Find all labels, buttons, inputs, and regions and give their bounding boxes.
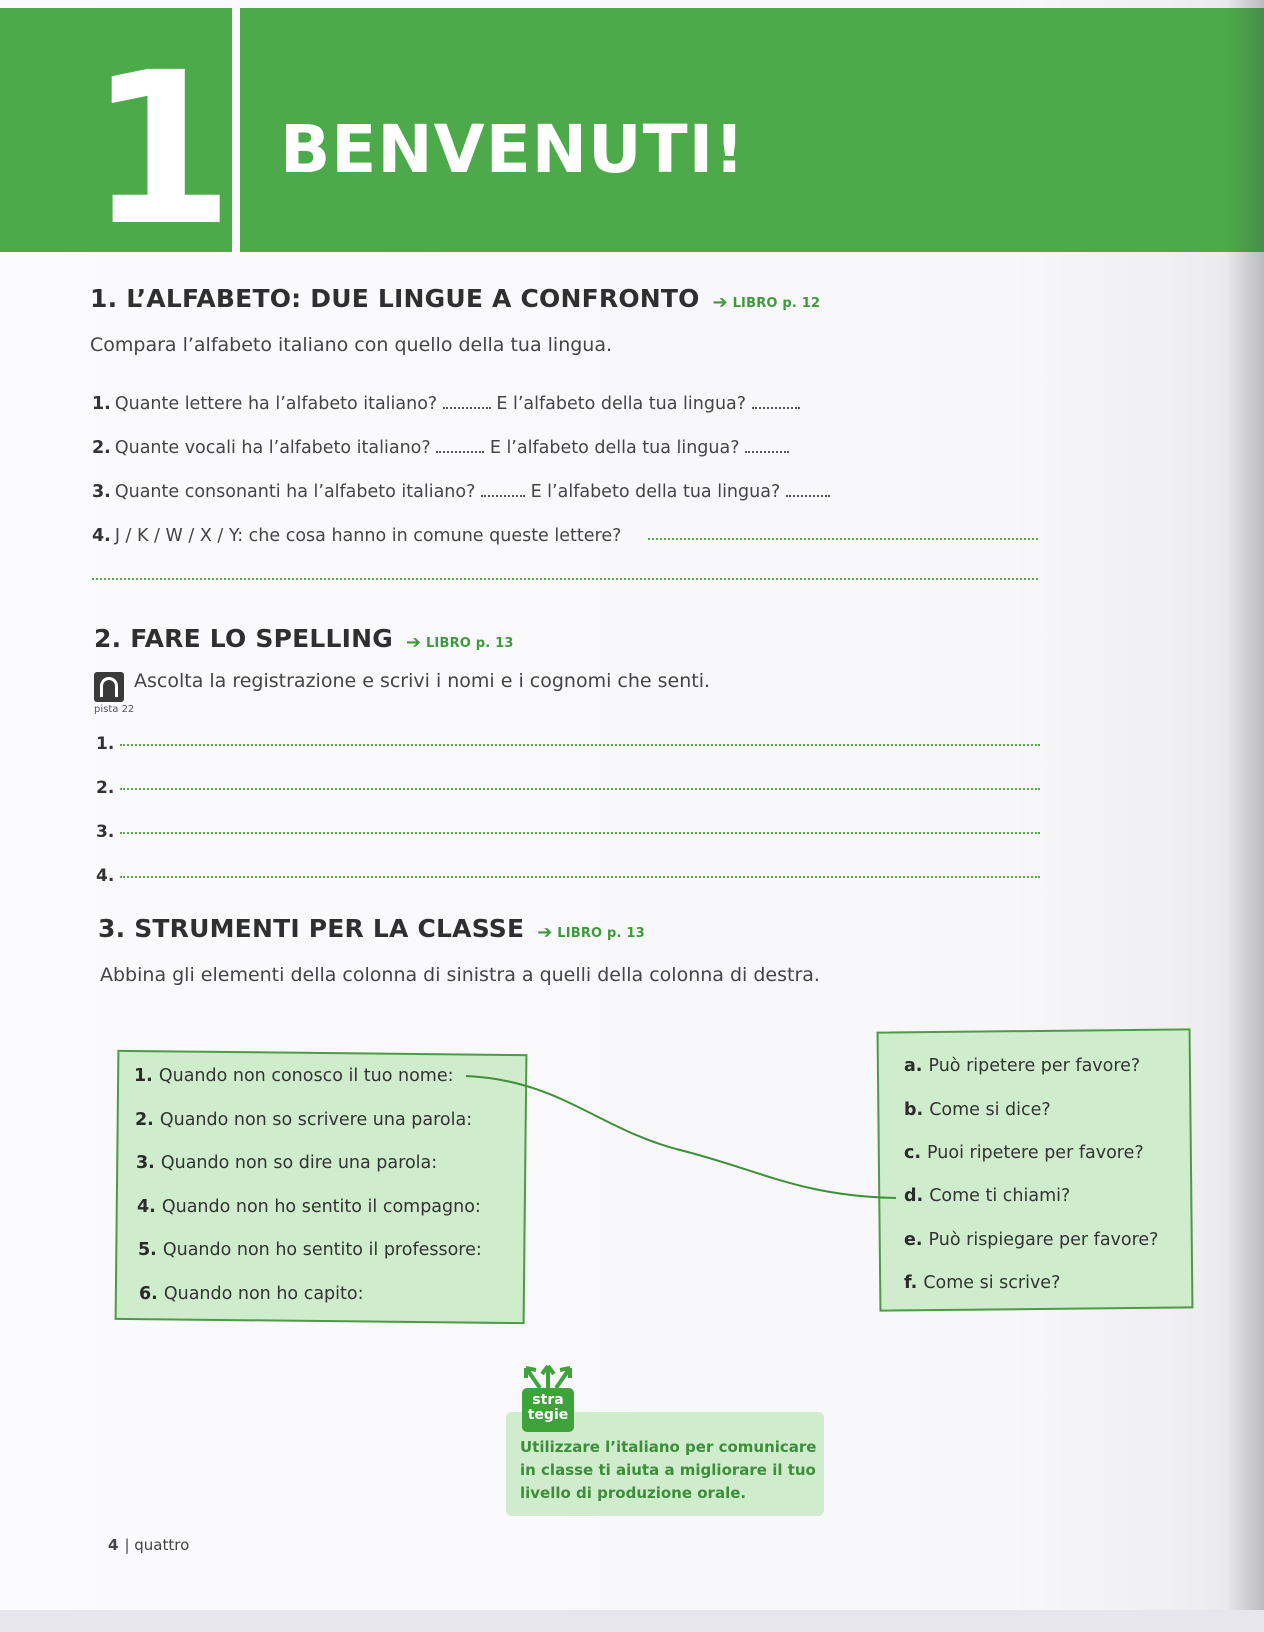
right-item[interactable]: b. Come si dice? — [904, 1100, 1051, 1120]
section-1-title-text: 1. L’ALFABETO: DUE LINGUE A CONFRONTO — [90, 284, 700, 313]
page-edge-shadow — [1226, 0, 1264, 1632]
question-text: J / K / W / X / Y: che cosa hanno in comune queste lettere? — [114, 526, 622, 546]
left-item[interactable]: 1. Quando non conosco il tuo nome: — [134, 1066, 454, 1086]
strategies-badge — [522, 1388, 574, 1432]
question-followup: E l’alfabeto della tua lingua? — [530, 482, 781, 502]
answer-number: 2. — [96, 778, 115, 798]
right-item[interactable]: e. Può rispiegare per favore? — [904, 1230, 1159, 1250]
left-item[interactable]: 3. Quando non so dire una parola: — [136, 1153, 438, 1173]
left-item[interactable]: 4. Quando non ho sentito il compagno: — [137, 1197, 481, 1217]
section-2-title-text: 2. FARE LO SPELLING — [94, 624, 393, 653]
left-item[interactable]: 5. Quando non ho sentito il professore: — [138, 1240, 482, 1260]
section-1-instruction: Compara l’alfabeto italiano con quello della tua lingua. — [90, 334, 613, 356]
right-item[interactable]: f. Come si scrive? — [904, 1273, 1061, 1293]
question-followup: E l’alfabeto della tua lingua? — [489, 438, 740, 458]
arrow-right-icon: ➔ — [712, 292, 728, 313]
question-text: Quante vocali ha l’alfabeto italiano? — [114, 438, 431, 458]
unit-title: BENVENUTI! — [280, 111, 746, 188]
question-text: Quante lettere ha l’alfabeto italiano? — [114, 394, 438, 414]
right-item[interactable]: d. Come ti chiami? — [904, 1186, 1071, 1206]
page-footer — [108, 1536, 189, 1554]
book-reference-label: LIBRO p. 12 — [732, 296, 821, 311]
audio-track-label: pista 22 — [94, 704, 135, 715]
section-2-instruction: Ascolta la registrazione e scrivi i nomi e i cognomi che senti. — [134, 670, 711, 692]
arrow-right-icon: ➔ — [537, 922, 553, 943]
section-3-instruction: Abbina gli elementi della colonna di sinistra a quelli della colonna di destra. — [100, 964, 820, 986]
question-number: 1. — [92, 394, 111, 414]
arrow-right-icon: ➔ — [405, 632, 422, 653]
answer-number: 4. — [96, 866, 115, 886]
strategies-badge-line2: tegie — [527, 1407, 569, 1423]
question-followup: E l’alfabeto della tua lingua? — [496, 394, 747, 414]
page-word: | quattro — [124, 1536, 190, 1554]
scan-bottom-band — [0, 1610, 1264, 1632]
question-text: Quante consonanti ha l’alfabeto italiano? — [114, 482, 476, 502]
section-3-title-text: 3. STRUMENTI PER LA CLASSE — [98, 914, 525, 943]
question-number: 4. — [92, 526, 111, 546]
book-reference-label: LIBRO p. 13 — [425, 636, 514, 651]
book-reference-label: LIBRO p. 13 — [557, 926, 645, 941]
question-number: 3. — [92, 482, 111, 502]
answer-number: 3. — [96, 822, 115, 842]
answer-number: 1. — [96, 734, 115, 754]
question-number: 2. — [92, 438, 111, 458]
left-item[interactable]: 6. Quando non ho capito: — [139, 1284, 364, 1304]
strategies-text: Utilizzare l’italiano per comunicare in classe ti aiuta a migliorare il tuo livello di produzione orale. — [520, 1438, 817, 1502]
page-number: 4 — [108, 1536, 119, 1554]
unit-number: 1 — [88, 27, 235, 272]
right-item[interactable]: a. Può ripetere per favore? — [904, 1056, 1141, 1076]
strategies-badge-line1: stra — [532, 1392, 564, 1408]
right-item[interactable]: c. Puoi ripetere per favore? — [904, 1143, 1144, 1163]
left-item[interactable]: 2. Quando non so scrivere una parola: — [135, 1110, 473, 1130]
